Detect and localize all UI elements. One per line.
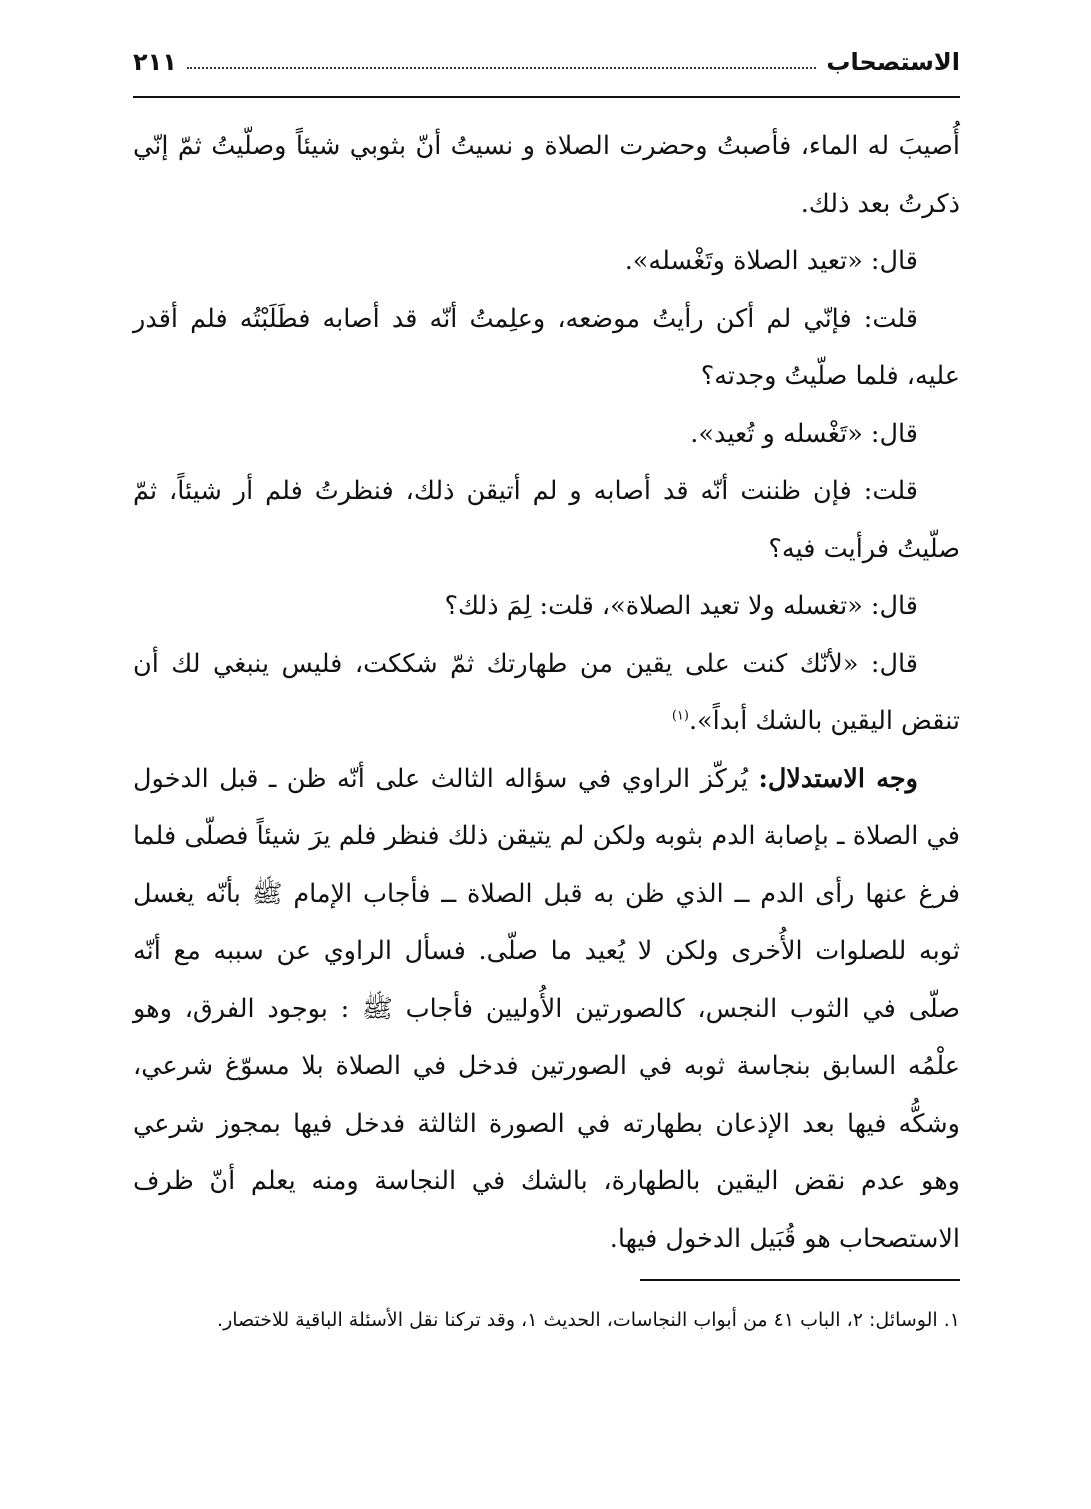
paragraph-2: قال: «تعيد الصلاة وتَغْسله». — [624, 246, 918, 276]
paragraph-4: قال: «تَغْسله و تُعيد». — [690, 418, 918, 449]
main-text — [133, 118, 960, 1268]
running-title: الاستصحاب — [826, 48, 960, 76]
dotted-leader — [187, 67, 816, 69]
paragraph-6: قال: «تغسله ولا تعيد الصلاة»، قلت: لِمَ ذلك؟ — [444, 591, 918, 621]
running-header — [133, 40, 960, 84]
footnote-reference[interactable]: (١) — [671, 708, 689, 724]
paragraph-7-text: قال: «لأنّك كنت على يقين من طهارتك ثمّ شككت، فليس ينبغي لك أن تنقض اليقين بالشك أبداً». — [133, 648, 960, 736]
paragraph-5: قلت: فإن ظننت أنّه قد أصابه و لم أتيقن ذلك، فنظرتُ فلم أر شيئاً، ثمّ صلّيتُ فرأيت فيه؟ — [133, 476, 960, 564]
paragraph-7 — [133, 636, 960, 751]
paragraph-1: أُصيبَ له الماء، فأصبتُ وحضرت الصلاة و نسيتُ أنّ بثوبي شيئاً وصلّيتُ ثمّ إنّي ذكرتُ بعد ذلك. — [133, 131, 960, 219]
footnote-rule — [640, 1279, 960, 1281]
page-number: ٢١١ — [133, 48, 177, 76]
paragraph-8 — [133, 751, 960, 1269]
argument-heading: وجه الاستدلال: — [758, 763, 918, 794]
paragraph-8-text: يُركّز الراوي في سؤاله الثالث على أنّه ظن ـ قبل الدخول في الصلاة ـ بإصابة الدم بثوبه ولكن لم يتيقن ذلك فنظر فلم يرَ شيئاً فصلّى فلما فرغ عنها رأى الدم ــ الذي ظن به قبل الصلاة ــ فأجاب الإمام ﷺ بأنّه يغسل ثوبه للصلوات الأُخرى ولكن لا يُعيد ما صلّى. فسأل الراوي عن سببه مع أنّه صلّى في الثوب النجس، كالصورتين الأُوليين فأجاب ﷺ : بوجود الفرق، وهو علْمُه السابق بنجاسة ثوبه في الصورتين فدخل في الصلاة بلا مسوّغ شرعي، وشكُّه فيها بعد الإذعان بطهارته في الصورة الثالثة فدخل فيها بمجوز شرعي وهو عدم نقض اليقين بالطهارة، بالشك في النجاسة ومنه يعلم أنّ ظرف الاستصحاب هو قُبَيل الدخول فيها. — [133, 763, 960, 1254]
header-rule — [133, 96, 960, 98]
footnote: ١. الوسائل: ٢، الباب ٤١ من أبواب النجاسات، الحديث ١، وقد تركنا نقل الأسئلة الباقية للاختصار. — [217, 1309, 960, 1331]
paragraph-3: قلت: فإنّي لم أكن رأيتُ موضعه، وعلِمتُ أنّه قد أصابه فطَلَبْتُه فلم أقدر عليه، فلما صلّيتُ وجدته؟ — [133, 303, 960, 391]
